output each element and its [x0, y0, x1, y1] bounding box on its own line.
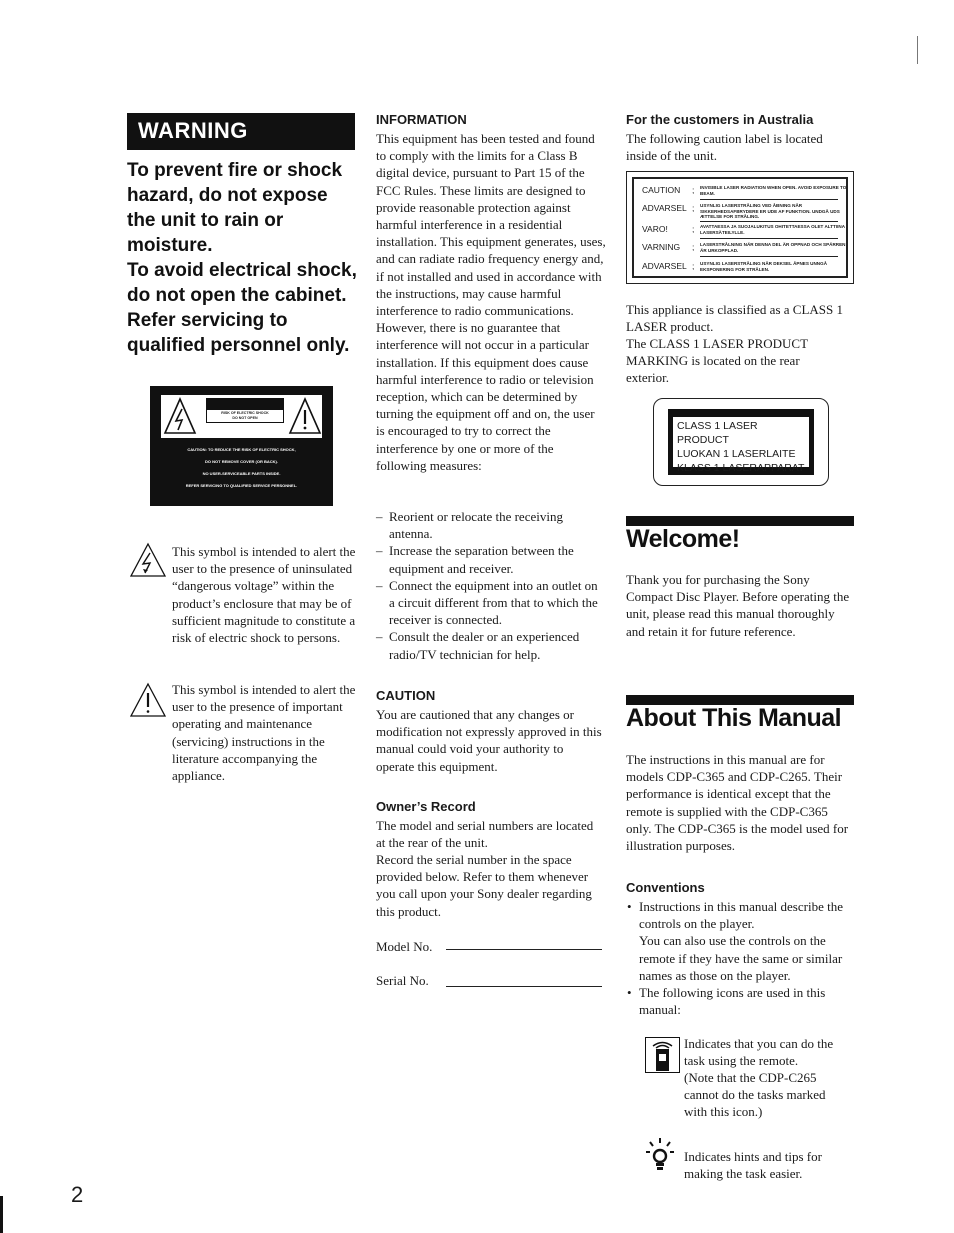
caution-label-line-1: CAUTION: TO REDUCE THE RISK OF ELECTRIC SHOCK, [187, 447, 296, 452]
conventions-bullet-1a: • Instructions in this manual describe the controls on the player. [639, 899, 843, 932]
list-item: – Increase the separation between the equipment and receiver. [376, 542, 602, 576]
class1-label-line: LUOKAN 1 LASERLAITE [677, 448, 796, 460]
laser-row-lang: ADVARSEL [642, 261, 687, 271]
warning-line-1: To prevent fire or shock hazard, do not expose the unit to rain or moisture. [127, 160, 343, 256]
laser-row-text: AVATTAESSA JA SUOJALUKITUS OHITETTAESSA OLET ALTTIINA LASERSÄTEILYLLE. [700, 224, 845, 235]
exclamation-symbol-text: This symbol is intended to alert the user to the presence of important operating and maintenance (servicing) instructions in the literature accompanying the appliance. [172, 682, 356, 784]
class1-label-line: CLASS 1 LASER PRODUCT [677, 420, 758, 446]
laser-row-lang: VARNING [642, 242, 681, 252]
caution-label-line-3: NO USER-SERVICEABLE PARTS INSIDE. [202, 471, 281, 476]
information-heading: INFORMATION [376, 112, 467, 127]
warning-banner [127, 113, 355, 150]
class1-label-frame [668, 409, 814, 475]
exclamation-triangle-icon [288, 397, 322, 435]
caution-label-line-2: DO NOT REMOVE COVER (OR BACK). [205, 459, 278, 464]
laser-row-lang: VARO! [642, 224, 668, 234]
interference-measures-list [376, 508, 602, 663]
caution-body: You are cautioned that any changes or modification not expressly approved in this manual could void your authority to operate this equipment. [376, 707, 602, 774]
australia-body: The following caution label is located inside of the unit. [626, 131, 823, 164]
owners-record-heading: Owner’s Record [376, 799, 476, 814]
remote-icon-text: Indicates that you can do the task using the remote. [684, 1036, 834, 1069]
information-body: This equipment has been tested and found to comply with the limits for a Class B digital device, pursuant to Part 15 of the FCC Rules. These limits are designed to provide reasonable protection against harmful interference in a residential installation. This equipment generates, uses, and can radiate radio frequency energy and, if not installed and used in accordance with the instructions, may cause harmful interference to radio communications. However, there is no guarantee that interference will not occur in a particular installation. If this equipment does cause harmful interference to radio or television reception, which can be determined by turning the equipment off and on, the user is encouraged to try to correct the interference by one or more of the following measures: [376, 131, 606, 473]
warning-text [127, 158, 359, 358]
remote-icon-note: (Note that the CDP-C265 cannot do the tasks marked with this icon.) [684, 1070, 826, 1120]
conventions-list [626, 898, 858, 1018]
conventions-bullet-1b: You can also use the controls on the remote if they have the same or similar names as those on the player. [639, 933, 843, 983]
laser-row-text: LASERSTRÅLNING NÄR DENNA DEL ÄR OPPNAD OCH SPÄRREN ÄR URKOPPLAD. [700, 242, 846, 253]
class1-laser-label [653, 398, 829, 486]
laser-caution-label [626, 171, 854, 284]
warning-line-2: To avoid electrical shock, do not open the cabinet. Refer servicing to qualified personnel only. [127, 260, 357, 356]
shock-caution-label [150, 386, 333, 506]
caution-label-center [206, 398, 284, 423]
page-number: 2 [71, 1182, 84, 1207]
about-heading: About This Manual [626, 704, 842, 732]
laser-row-text: INVISIBLE LASER RADIATION WHEN OPEN. AVOID EXPOSURE TO BEAM. [700, 185, 847, 196]
owners-record-p1: The model and serial numbers are located at the rear of the unit. [376, 818, 594, 851]
welcome-heading: Welcome! [626, 525, 740, 553]
class1-label-line: KLASS 1 LASERAPPARAT [677, 462, 805, 474]
class1-paragraph-1: This appliance is classified as a CLASS 1 LASER product. [626, 302, 843, 335]
lightning-triangle-icon [129, 542, 167, 578]
laser-row-lang: CAUTION [642, 185, 681, 195]
remote-icon [645, 1037, 680, 1073]
laser-row-lang: ADVARSEL [642, 203, 687, 213]
owners-record-p2: Record the serial number in the space provided below. Refer to them whenever you call upon your Sony dealer regarding this product. [376, 852, 592, 919]
model-no-label: Model No. [376, 939, 433, 954]
welcome-body: Thank you for purchasing the Sony Compact Disc Player. Before operating the unit, please read this manual thoroughly and retain it for future reference. [626, 572, 850, 639]
serial-no-label: Serial No. [376, 973, 429, 988]
conventions-heading: Conventions [626, 880, 705, 895]
list-item: • The following icons are used in this manual: [626, 984, 858, 1018]
edge-mark [917, 36, 918, 64]
lightning-triangle-icon [163, 397, 197, 435]
caution-label-do-not-open: DO NOT OPEN [232, 416, 258, 420]
model-no-field [446, 949, 602, 950]
class1-label-text [673, 417, 809, 474]
warning-banner-text: WARNING [138, 118, 248, 143]
caution-label-line-4: REFER SERVICING TO QUALIFIED SERVICE PERSONNEL. [185, 483, 298, 488]
tip-icon-text: Indicates hints and tips for making the task easier. [684, 1149, 822, 1182]
list-item: – Consult the dealer or an experienced radio/TV technician for help. [376, 628, 602, 662]
caution-heading: CAUTION [376, 688, 436, 703]
class1-paragraph-2: The CLASS 1 LASER PRODUCT MARKING is located on the rear exterior. [626, 336, 808, 386]
edge-mark [0, 1196, 3, 1233]
caution-label-inner [160, 394, 323, 439]
list-item: – Connect the equipment into an outlet on a circuit different from that to which the receiver is connected. [376, 577, 602, 629]
lightbulb-tip-icon [646, 1137, 674, 1175]
list-item: – Reorient or relocate the receiving antenna. [376, 508, 602, 542]
laser-row-text: USYNLIG LASERSTRÅLING NÅR DEKSEL ÅPNES UNNGÅ EKSPONERING FOR STRÅLEN. [700, 261, 828, 272]
australia-heading: For the customers in Australia [626, 112, 814, 127]
list-item [626, 898, 858, 984]
serial-no-field [446, 986, 602, 987]
about-body: The instructions in this manual are for models CDP-C365 and CDP-C265. Their performance is identical except that the remote is supplied with the CDP-C365 only. The CDP-C365 is the model used for illustration purposes. [626, 752, 849, 854]
laser-row-text: USYNLIG LASERSTRÅLING VED ÅBNING NÅR SIKKERHEDSAFBRYDERE ER UDE AF FUNKTION. UNDGÅ UDS ÆTTELSE FOR STRÅLING. [700, 203, 840, 219]
voltage-symbol-text: This symbol is intended to alert the user to the presence of uninsulated “dangerous voltage” within the product’s enclosure that may be of sufficient magnitude to constitute a risk of electric shock to persons. [172, 544, 356, 646]
exclamation-triangle-icon [129, 682, 167, 718]
caution-label-risk: RISK OF ELECTRIC SHOCK [221, 411, 269, 415]
laser-caution-frame: CAUTION ; INVISIBLE LASER RADIATION WHEN OPEN. AVOID EXPOSURE TO BEAM. ADVARSEL ; USYNLIG LASERSTRÅLING VED ÅBNING NÅR SIKKERHEDSAFBRYDERE ER UDE AF FUNKTION. UNDGÅ UDS ÆTTELSE FOR STRÅLING. VARO! ; AVATTAESSA JA SUOJALUKITUS OHITETTAESSA OLET ALTTIINA LASERSÄTEILYLLE. VARNING ; LASERSTRÅLNING NÄR DENNA DEL ÄR OPPNAD OCH SPÄRREN ÄR URKOPPLAD. ADVARSEL ; USYNLIG LASERSTRÅLING NÅR DEKSEL ÅPNES UNNGÅ EKSPONERING FOR STRÅLEN. [632, 177, 848, 278]
